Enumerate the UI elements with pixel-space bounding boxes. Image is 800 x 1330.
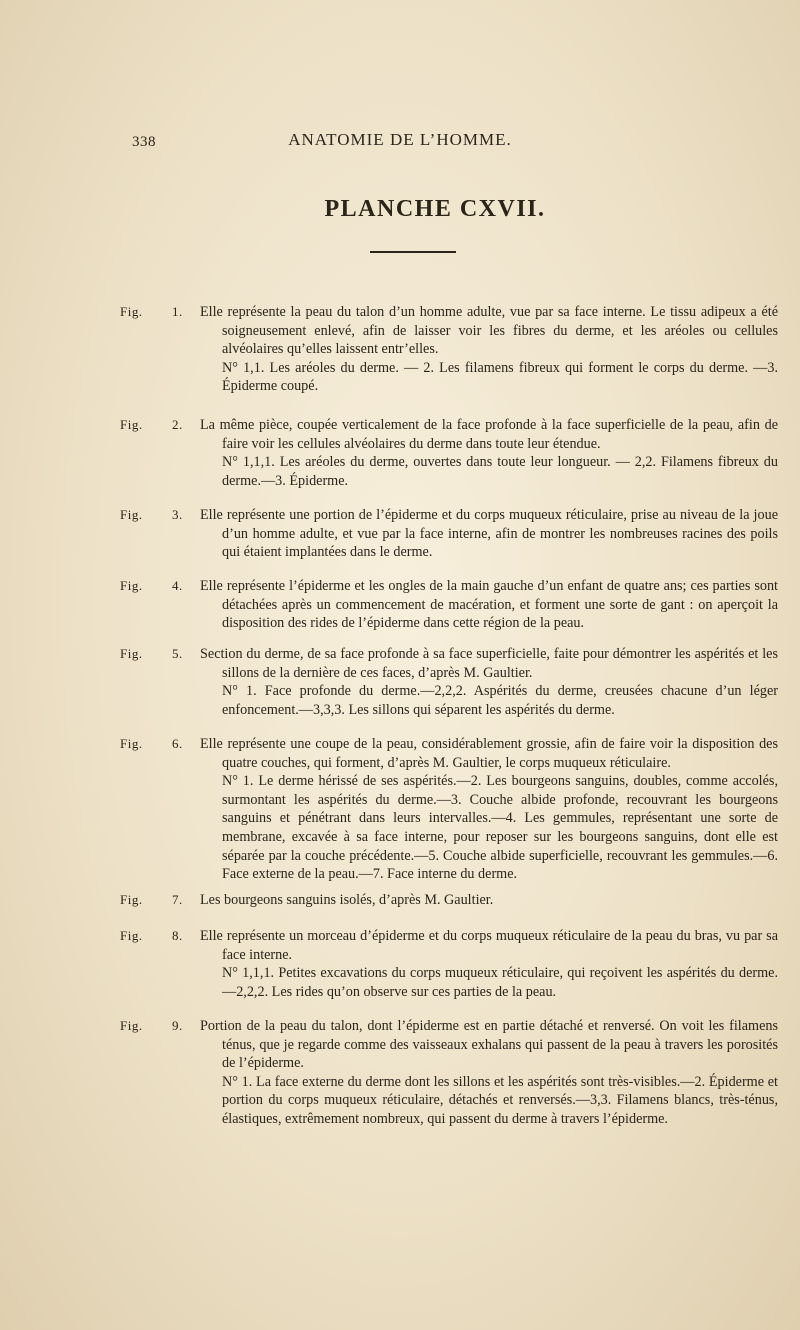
figure-legend: N° 1. La face externe du derme dont les sillons et les aspérités sont très-visibles.—2. Épiderme et portion du corps muqueux réticulaire, détachés et renversés.—3,3. Filamens blancs, très-ténus, élastiques, extrêmement nombreux, qui passent du derme à travers l’épiderme. xyxy=(222,1073,778,1127)
figure-description: La même pièce, coupée verticalement de la face profonde à la face superficielle de la peau, afin de faire voir les cellules alvéolaires du derme dans toute leur étendue. xyxy=(200,417,778,452)
figure-description: Les bourgeons sanguins isolés, d’après M. Gaultier. xyxy=(200,892,494,908)
title-rule xyxy=(370,251,456,253)
figure-label: Fig. 3. xyxy=(120,507,183,522)
figure-description: Portion de la peau du talon, dont l’épiderme est en partie détaché et renversé. On voit les filamens ténus, que je regarde comme des vaisseaux exhalans qui passent de la peau à travers les porosités de l’épiderme. xyxy=(200,1018,778,1072)
figure-label: Fig. 5. xyxy=(120,646,183,661)
figure-description: Elle représente la peau du talon d’un homme adulte, vue par sa face interne. Le tissu adipeux a été soigneusement enlevé, afin de laisser voir les fibres du derme, et les aréoles ou cellules alvéolaires qu’elles laissent entr’elles. xyxy=(200,304,778,358)
figure-entry-3 xyxy=(120,506,778,562)
figure-entry-5 xyxy=(120,645,778,719)
figure-entry-9 xyxy=(120,1017,778,1129)
figure-entry-7 xyxy=(120,891,760,910)
figure-description: Elle représente une coupe de la peau, considérablement grossie, afin de faire voir la disposition des quatre couches, qui forment, d’après M. Gaultier, le corps muqueux réticulaire. xyxy=(200,736,778,771)
figure-label: Fig. 6. xyxy=(120,736,183,751)
running-head: ANATOMIE DE L’HOMME. xyxy=(288,130,512,149)
figure-label: Fig. 2. xyxy=(120,417,183,432)
figure-description: Section du derme, de sa face profonde à sa face superficielle, faite pour démontrer les aspérités et les sillons de la dernière de ces faces, d’après M. Gaultier. xyxy=(200,646,778,681)
figure-entry-6 xyxy=(120,735,778,884)
figure-label: Fig. 4. xyxy=(120,578,183,593)
figure-description: Elle représente une portion de l’épiderme et du corps muqueux réticulaire, prise au niveau de la joue d’un homme adulte, et vue par la face interne, afin de montrer les nombreuses racines des poils qui étaient implantées dans le derme. xyxy=(200,507,778,561)
page-number: 338 xyxy=(132,134,156,150)
figure-description: Elle représente un morceau d’épiderme et du corps muqueux réticulaire de la peau du bras, vu par sa face interne. xyxy=(200,928,778,963)
figure-legend: N° 1. Face profonde du derme.—2,2,2. Aspérités du derme, creusées chacune d’un léger enfoncement.—3,3,3. Les sillons qui séparent les aspérités du derme. xyxy=(222,683,778,718)
figure-legend: N° 1,1. Les aréoles du derme. — 2. Les filamens fibreux qui forment le corps du derme. —3. Épiderme coupé. xyxy=(222,359,778,395)
figure-label: Fig. 9. xyxy=(120,1018,183,1033)
figure-legend: N° 1,1,1. Petites excavations du corps muqueux réticulaire, qui reçoivent les aspérités du derme.—2,2,2. Les rides qu’on observe sur ces parties de la peau. xyxy=(222,965,778,1000)
figure-legend: N° 1. Le derme hérissé de ses aspérités.—2. Les bourgeons sanguins, doubles, comme accolés, surmontant les aspérités du derme.—3. Couche albide profonde, recouvrant les bourgeons sanguins et pénétrant dans leurs intervalles.—4. Les gemmules, représentant une sorte de membrane, excavée à sa face interne, pour reposer sur les bourgeons sanguins, dont elle est séparée par la couche précédente.—5. Couche albide superficielle, recouvrant les gemmules.—6. Face externe de la peau.—7. Face interne du derme. xyxy=(222,773,778,883)
figure-label: Fig. 7. xyxy=(120,892,183,907)
figure-entry-2 xyxy=(120,416,778,490)
figure-entry-1 xyxy=(120,303,778,396)
figure-entry-4 xyxy=(120,577,778,633)
figure-entry-8 xyxy=(120,927,778,1001)
figure-label: Fig. 1. xyxy=(120,304,183,319)
plate-title: PLANCHE CXVII. xyxy=(324,196,546,222)
figure-legend: N° 1,1,1. Les aréoles du derme, ouvertes dans toute leur longueur. — 2,2. Filamens fibreux du derme.—3. Épiderme. xyxy=(222,454,778,489)
figure-label: Fig. 8. xyxy=(120,928,183,943)
figure-description: Elle représente l’épiderme et les ongles de la main gauche d’un enfant de quatre ans; ces parties sont détachées après un commencement de macération, et forment une sorte de gant : on aperçoit la disposition des rides de l’épiderme dans cette région de la peau. xyxy=(200,578,778,632)
